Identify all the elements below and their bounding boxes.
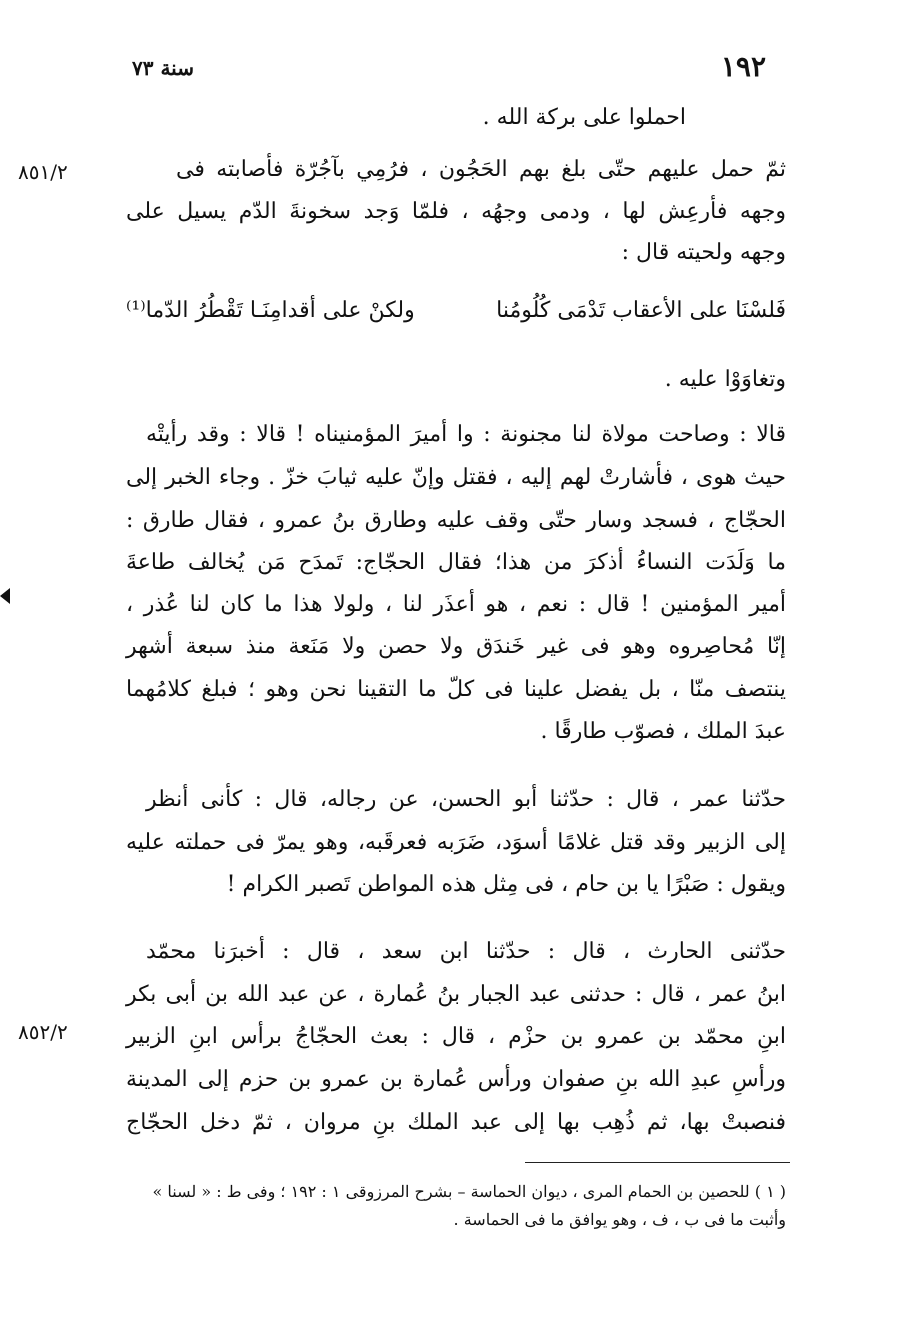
margin-reference: ٨٥١/٢ bbox=[18, 160, 68, 184]
text-line: عبدَ الملك ، فصوّب طارقًا . bbox=[540, 719, 786, 744]
text-line: فنصبتْ بها، ثم ذُهِب بها إلى عبد الملك بنِ مروان ، ثمّ دخل الحجّاج bbox=[126, 1110, 786, 1135]
verse-hemistich-1: فَلسْنَا على الأعقاب تَدْمَى كُلُومُنا bbox=[496, 298, 786, 323]
text-line: ويقول : صَبْرًا يا بن حام ، فى مِثل هذه المواطن تَصبر الكرام ! bbox=[226, 872, 786, 897]
text-line: الحجّاج ، فسجد وسار حتّى وقف عليه وطارق بنُ عمرو ، فقال طارق : bbox=[126, 508, 786, 533]
margin-pointer-icon bbox=[0, 588, 10, 604]
text-line: وجهه ولحيته قال : bbox=[621, 240, 786, 265]
text-line: ورأسِ عبدِ الله بنِ صفوان ورأس عُمارة بن عمرو بن حزم إلى المدينة bbox=[126, 1067, 786, 1092]
text-line: ينتصف منّا ، بل يفضل علينا فى كلّ ما التقينا نحن وهو ؛ فبلغ كلامُهما bbox=[126, 677, 786, 702]
footnote-line: وأثبت ما فى ب ، ف ، وهو يوافق ما فى الحماسة . bbox=[453, 1210, 786, 1229]
text-line: احملوا على بركة الله . bbox=[482, 105, 686, 130]
text-line: حيث هوى ، فأشارتْ لهم إليه ، فقتل وإنّ عليه ثيابَ خزّ . وجاء الخبر إلى bbox=[126, 465, 786, 490]
text-line: ابنِ محمّد بن عمرو بن حزْم ، قال : بعث الحجّاجُ برأس ابنِ الزبير bbox=[126, 1024, 786, 1049]
running-head-year: سنة ٧٣ bbox=[132, 56, 194, 80]
text-line: ابنُ عمر ، قال : حدثنى عبد الجبار بنُ عُمارة ، عن عبد الله بن أبى بكر bbox=[126, 982, 786, 1007]
text-line: إلى الزبير وقد قتل غلامًا أسوَد، ضَرَبه فعرقَبه، وهو يمرّ فى حملته عليه bbox=[126, 830, 786, 855]
text-line: حدّثنى الحارث ، قال : حدّثنا ابن سعد ، قال : أخبرَنا محمّد bbox=[146, 939, 786, 964]
text-line: حدّثنا عمر ، قال : حدّثنا أبو الحسن، عن رجاله، قال : كأنى أنظر bbox=[146, 787, 786, 812]
page-number: ١٩٢ bbox=[720, 50, 766, 83]
text-line: وتغاوَوْا عليه . bbox=[664, 367, 786, 392]
footnote-line: ( ١ ) للحصين بن الحمام المرى ، ديوان الحماسة – بشرح المرزوقى ١ : ١٩٢ ؛ وفى ط : « لسنا » bbox=[152, 1182, 786, 1201]
verse-hemistich-2: ولكنْ على أقدامِنَـا تَقْطُرُ الدّما⁽¹⁾ bbox=[126, 298, 415, 323]
text-line: أمير المؤمنين ! قال : نعم ، هو أعذَر لنا ، ولولا هذا ما كان لنا عُذر ، bbox=[126, 592, 786, 617]
text-line: قالا : وصاحت مولاة لنا مجنونة : وا أميرَ المؤمنيناه ! قالا : وقد رأيتْه bbox=[146, 422, 786, 447]
text-line: ثمّ حمل عليهم حتّى بلغ بهم الحَجُون ، فرُمِي بآجُرّة فأصابته فى bbox=[176, 157, 786, 182]
text-line: وجهه فأرعِش لها ، ودمى وجهُه ، فلمّا وَجد سخونةَ الدّم يسيل على bbox=[126, 199, 786, 224]
footnote-divider bbox=[525, 1162, 790, 1163]
text-line: إنّا مُحاصِروه وهو فى غير خَندَق ولا حصن ولا مَنَعة منذ سبعة أشهر bbox=[126, 634, 786, 659]
margin-reference: ٨٥٢/٢ bbox=[18, 1020, 68, 1044]
text-line: ما وَلَدَت النساءُ أذكرَ من هذا؛ فقال الحجّاج: تَمدَح مَن يُخالف طاعةَ bbox=[126, 550, 786, 575]
